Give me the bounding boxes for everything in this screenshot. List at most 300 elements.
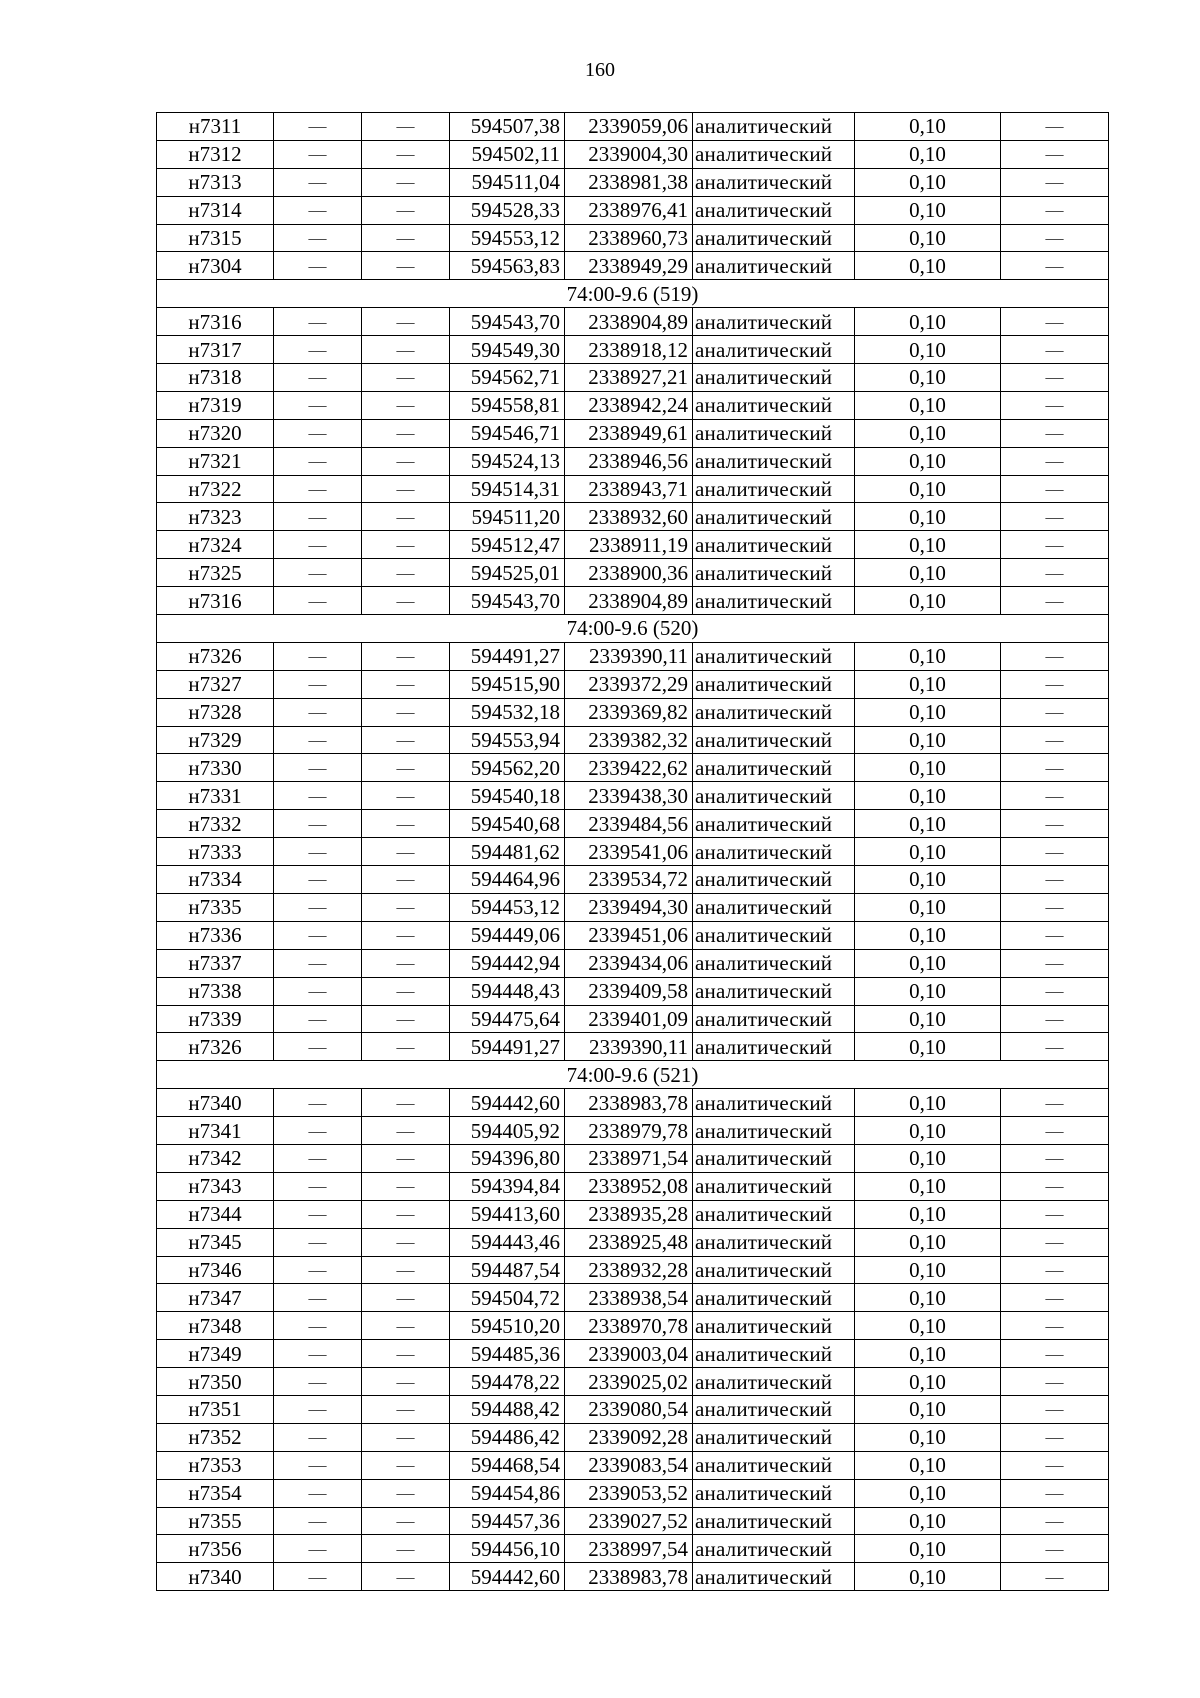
prev-y-cell: — (362, 866, 450, 894)
table-row (157, 196, 1109, 224)
y-coordinate-cell: 2338952,08 (565, 1172, 693, 1200)
prev-y-cell: — (362, 977, 450, 1005)
prev-x-cell: — (274, 977, 362, 1005)
prev-x-cell: — (274, 196, 362, 224)
x-coordinate-cell: 594540,68 (450, 810, 565, 838)
method-cell: аналитический (693, 140, 855, 168)
table-row (157, 252, 1109, 280)
method-cell: аналитический (693, 754, 855, 782)
x-coordinate-cell: 594464,96 (450, 866, 565, 894)
prev-y-cell: — (362, 1144, 450, 1172)
description-cell: — (1001, 252, 1109, 280)
method-cell: аналитический (693, 503, 855, 531)
prev-y-cell: — (362, 587, 450, 615)
table-row (157, 1340, 1109, 1368)
accuracy-cell: 0,10 (855, 1005, 1001, 1033)
y-coordinate-cell: 2338943,71 (565, 475, 693, 503)
prev-y-cell: — (362, 1172, 450, 1200)
y-coordinate-cell: 2338904,89 (565, 587, 693, 615)
prev-x-cell: — (274, 419, 362, 447)
y-coordinate-cell: 2339059,06 (565, 113, 693, 141)
prev-x-cell: — (274, 391, 362, 419)
y-coordinate-cell: 2338911,19 (565, 531, 693, 559)
x-coordinate-cell: 594558,81 (450, 391, 565, 419)
method-cell: аналитический (693, 1451, 855, 1479)
x-coordinate-cell: 594504,72 (450, 1284, 565, 1312)
table-row (157, 977, 1109, 1005)
prev-x-cell: — (274, 224, 362, 252)
description-cell: — (1001, 1256, 1109, 1284)
method-cell: аналитический (693, 252, 855, 280)
method-cell: аналитический (693, 1005, 855, 1033)
y-coordinate-cell: 2338960,73 (565, 224, 693, 252)
table-row (157, 447, 1109, 475)
section-header-row (157, 280, 1109, 308)
x-coordinate-cell: 594449,06 (450, 921, 565, 949)
section-header-row (157, 1061, 1109, 1089)
table-row (157, 810, 1109, 838)
y-coordinate-cell: 2338981,38 (565, 168, 693, 196)
point-name-cell: н7334 (157, 866, 274, 894)
accuracy-cell: 0,10 (855, 949, 1001, 977)
accuracy-cell: 0,10 (855, 1312, 1001, 1340)
point-name-cell: н7347 (157, 1284, 274, 1312)
table-row (157, 754, 1109, 782)
prev-x-cell: — (274, 113, 362, 141)
accuracy-cell: 0,10 (855, 698, 1001, 726)
prev-y-cell: — (362, 1033, 450, 1061)
description-cell: — (1001, 1144, 1109, 1172)
y-coordinate-cell: 2339369,82 (565, 698, 693, 726)
prev-y-cell: — (362, 447, 450, 475)
page-number: 160 (585, 59, 615, 81)
description-cell: — (1001, 336, 1109, 364)
prev-x-cell: — (274, 252, 362, 280)
x-coordinate-cell: 594511,20 (450, 503, 565, 531)
prev-y-cell: — (362, 196, 450, 224)
x-coordinate-cell: 594553,12 (450, 224, 565, 252)
description-cell: — (1001, 1535, 1109, 1563)
method-cell: аналитический (693, 391, 855, 419)
accuracy-cell: 0,10 (855, 726, 1001, 754)
point-name-cell: н7340 (157, 1089, 274, 1117)
x-coordinate-cell: 594487,54 (450, 1256, 565, 1284)
prev-x-cell: — (274, 168, 362, 196)
prev-y-cell: — (362, 224, 450, 252)
accuracy-cell: 0,10 (855, 1563, 1001, 1591)
prev-y-cell: — (362, 1507, 450, 1535)
point-name-cell: н7325 (157, 559, 274, 587)
point-name-cell: н7317 (157, 336, 274, 364)
y-coordinate-cell: 2339372,29 (565, 670, 693, 698)
description-cell: — (1001, 391, 1109, 419)
coordinates-table (156, 112, 1109, 1591)
y-coordinate-cell: 2339390,11 (565, 1033, 693, 1061)
prev-y-cell: — (362, 1368, 450, 1396)
point-name-cell: н7315 (157, 224, 274, 252)
method-cell: аналитический (693, 1200, 855, 1228)
method-cell: аналитический (693, 782, 855, 810)
prev-x-cell: — (274, 1340, 362, 1368)
table-row (157, 1479, 1109, 1507)
accuracy-cell: 0,10 (855, 893, 1001, 921)
prev-x-cell: — (274, 1200, 362, 1228)
prev-x-cell: — (274, 1451, 362, 1479)
x-coordinate-cell: 594549,30 (450, 336, 565, 364)
accuracy-cell: 0,10 (855, 503, 1001, 531)
table-row (157, 308, 1109, 336)
point-name-cell: н7339 (157, 1005, 274, 1033)
prev-x-cell: — (274, 1284, 362, 1312)
prev-y-cell: — (362, 1228, 450, 1256)
description-cell: — (1001, 1089, 1109, 1117)
method-cell: аналитический (693, 1117, 855, 1145)
point-name-cell: н7343 (157, 1172, 274, 1200)
section-heading: 74:00-9.6 (519) (157, 280, 1109, 308)
x-coordinate-cell: 594511,04 (450, 168, 565, 196)
x-coordinate-cell: 594491,27 (450, 642, 565, 670)
point-name-cell: н7321 (157, 447, 274, 475)
table-row (157, 670, 1109, 698)
accuracy-cell: 0,10 (855, 1340, 1001, 1368)
method-cell: аналитический (693, 1033, 855, 1061)
point-name-cell: н7318 (157, 364, 274, 392)
prev-y-cell: — (362, 1563, 450, 1591)
prev-x-cell: — (274, 531, 362, 559)
point-name-cell: н7346 (157, 1256, 274, 1284)
point-name-cell: н7316 (157, 308, 274, 336)
method-cell: аналитический (693, 224, 855, 252)
point-name-cell: н7341 (157, 1117, 274, 1145)
method-cell: аналитический (693, 1535, 855, 1563)
prev-x-cell: — (274, 475, 362, 503)
prev-y-cell: — (362, 642, 450, 670)
prev-x-cell: — (274, 503, 362, 531)
description-cell: — (1001, 921, 1109, 949)
description-cell: — (1001, 1117, 1109, 1145)
prev-y-cell: — (362, 1284, 450, 1312)
x-coordinate-cell: 594514,31 (450, 475, 565, 503)
accuracy-cell: 0,10 (855, 1117, 1001, 1145)
description-cell: — (1001, 1284, 1109, 1312)
description-cell: — (1001, 196, 1109, 224)
description-cell: — (1001, 1507, 1109, 1535)
table-row (157, 1172, 1109, 1200)
prev-y-cell: — (362, 1256, 450, 1284)
description-cell: — (1001, 140, 1109, 168)
prev-y-cell: — (362, 252, 450, 280)
table-row (157, 1033, 1109, 1061)
prev-y-cell: — (362, 475, 450, 503)
table-row (157, 1423, 1109, 1451)
method-cell: аналитический (693, 726, 855, 754)
method-cell: аналитический (693, 810, 855, 838)
point-name-cell: н7331 (157, 782, 274, 810)
table-row (157, 782, 1109, 810)
description-cell: — (1001, 893, 1109, 921)
prev-y-cell: — (362, 1005, 450, 1033)
point-name-cell: н7337 (157, 949, 274, 977)
description-cell: — (1001, 531, 1109, 559)
table-row (157, 140, 1109, 168)
y-coordinate-cell: 2339438,30 (565, 782, 693, 810)
point-name-cell: н7342 (157, 1144, 274, 1172)
x-coordinate-cell: 594468,54 (450, 1451, 565, 1479)
accuracy-cell: 0,10 (855, 113, 1001, 141)
y-coordinate-cell: 2339451,06 (565, 921, 693, 949)
y-coordinate-cell: 2339003,04 (565, 1340, 693, 1368)
y-coordinate-cell: 2339390,11 (565, 642, 693, 670)
section-header-row (157, 615, 1109, 643)
description-cell: — (1001, 1563, 1109, 1591)
prev-y-cell: — (362, 391, 450, 419)
prev-x-cell: — (274, 1089, 362, 1117)
point-name-cell: н7335 (157, 893, 274, 921)
y-coordinate-cell: 2339382,32 (565, 726, 693, 754)
x-coordinate-cell: 594448,43 (450, 977, 565, 1005)
y-coordinate-cell: 2338971,54 (565, 1144, 693, 1172)
table-row (157, 419, 1109, 447)
prev-y-cell: — (362, 1312, 450, 1340)
accuracy-cell: 0,10 (855, 1395, 1001, 1423)
table-row (157, 921, 1109, 949)
accuracy-cell: 0,10 (855, 168, 1001, 196)
method-cell: аналитический (693, 977, 855, 1005)
point-name-cell: н7319 (157, 391, 274, 419)
x-coordinate-cell: 594543,70 (450, 587, 565, 615)
x-coordinate-cell: 594563,83 (450, 252, 565, 280)
accuracy-cell: 0,10 (855, 531, 1001, 559)
method-cell: аналитический (693, 1423, 855, 1451)
method-cell: аналитический (693, 447, 855, 475)
method-cell: аналитический (693, 419, 855, 447)
table-row (157, 336, 1109, 364)
y-coordinate-cell: 2338927,21 (565, 364, 693, 392)
accuracy-cell: 0,10 (855, 336, 1001, 364)
prev-x-cell: — (274, 838, 362, 866)
method-cell: аналитический (693, 168, 855, 196)
accuracy-cell: 0,10 (855, 1228, 1001, 1256)
x-coordinate-cell: 594456,10 (450, 1535, 565, 1563)
description-cell: — (1001, 1005, 1109, 1033)
table-row (157, 1395, 1109, 1423)
accuracy-cell: 0,10 (855, 1423, 1001, 1451)
point-name-cell: н7326 (157, 1033, 274, 1061)
x-coordinate-cell: 594528,33 (450, 196, 565, 224)
table-row (157, 1563, 1109, 1591)
method-cell: аналитический (693, 1228, 855, 1256)
description-cell: — (1001, 1368, 1109, 1396)
y-coordinate-cell: 2339027,52 (565, 1507, 693, 1535)
y-coordinate-cell: 2338983,78 (565, 1563, 693, 1591)
method-cell: аналитический (693, 1395, 855, 1423)
prev-y-cell: — (362, 1117, 450, 1145)
point-name-cell: н7312 (157, 140, 274, 168)
y-coordinate-cell: 2338925,48 (565, 1228, 693, 1256)
description-cell: — (1001, 670, 1109, 698)
accuracy-cell: 0,10 (855, 364, 1001, 392)
description-cell: — (1001, 726, 1109, 754)
prev-y-cell: — (362, 782, 450, 810)
prev-x-cell: — (274, 642, 362, 670)
method-cell: аналитический (693, 559, 855, 587)
x-coordinate-cell: 594532,18 (450, 698, 565, 726)
accuracy-cell: 0,10 (855, 559, 1001, 587)
point-name-cell: н7323 (157, 503, 274, 531)
method-cell: аналитический (693, 1284, 855, 1312)
y-coordinate-cell: 2338949,29 (565, 252, 693, 280)
method-cell: аналитический (693, 838, 855, 866)
prev-y-cell: — (362, 1395, 450, 1423)
table-row (157, 475, 1109, 503)
table-row (157, 1368, 1109, 1396)
table-row (157, 698, 1109, 726)
method-cell: аналитический (693, 866, 855, 894)
point-name-cell: н7314 (157, 196, 274, 224)
table-row (157, 168, 1109, 196)
accuracy-cell: 0,10 (855, 475, 1001, 503)
prev-x-cell: — (274, 810, 362, 838)
prev-y-cell: — (362, 1423, 450, 1451)
table-row (157, 866, 1109, 894)
table-row (157, 1284, 1109, 1312)
prev-y-cell: — (362, 1089, 450, 1117)
prev-x-cell: — (274, 893, 362, 921)
point-name-cell: н7322 (157, 475, 274, 503)
y-coordinate-cell: 2338976,41 (565, 196, 693, 224)
accuracy-cell: 0,10 (855, 1172, 1001, 1200)
prev-x-cell: — (274, 308, 362, 336)
y-coordinate-cell: 2338932,28 (565, 1256, 693, 1284)
prev-x-cell: — (274, 698, 362, 726)
x-coordinate-cell: 594525,01 (450, 559, 565, 587)
table-row (157, 113, 1109, 141)
prev-y-cell: — (362, 1451, 450, 1479)
accuracy-cell: 0,10 (855, 921, 1001, 949)
y-coordinate-cell: 2339409,58 (565, 977, 693, 1005)
prev-x-cell: — (274, 587, 362, 615)
description-cell: — (1001, 866, 1109, 894)
table-row (157, 1507, 1109, 1535)
prev-x-cell: — (274, 949, 362, 977)
description-cell: — (1001, 754, 1109, 782)
section-heading: 74:00-9.6 (521) (157, 1061, 1109, 1089)
x-coordinate-cell: 594485,36 (450, 1340, 565, 1368)
point-name-cell: н7349 (157, 1340, 274, 1368)
point-name-cell: н7328 (157, 698, 274, 726)
table-body (157, 113, 1109, 1591)
description-cell: — (1001, 364, 1109, 392)
method-cell: аналитический (693, 1340, 855, 1368)
accuracy-cell: 0,10 (855, 1507, 1001, 1535)
point-name-cell: н7344 (157, 1200, 274, 1228)
point-name-cell: н7333 (157, 838, 274, 866)
y-coordinate-cell: 2339534,72 (565, 866, 693, 894)
accuracy-cell: 0,10 (855, 977, 1001, 1005)
accuracy-cell: 0,10 (855, 587, 1001, 615)
prev-x-cell: — (274, 1368, 362, 1396)
method-cell: аналитический (693, 1312, 855, 1340)
prev-x-cell: — (274, 1172, 362, 1200)
point-name-cell: н7350 (157, 1368, 274, 1396)
method-cell: аналитический (693, 531, 855, 559)
table-row (157, 1200, 1109, 1228)
x-coordinate-cell: 594488,42 (450, 1395, 565, 1423)
x-coordinate-cell: 594442,60 (450, 1563, 565, 1591)
prev-y-cell: — (362, 503, 450, 531)
description-cell: — (1001, 1200, 1109, 1228)
method-cell: аналитический (693, 364, 855, 392)
description-cell: — (1001, 949, 1109, 977)
x-coordinate-cell: 594442,94 (450, 949, 565, 977)
x-coordinate-cell: 594481,62 (450, 838, 565, 866)
prev-x-cell: — (274, 1563, 362, 1591)
description-cell: — (1001, 838, 1109, 866)
y-coordinate-cell: 2339092,28 (565, 1423, 693, 1451)
method-cell: аналитический (693, 308, 855, 336)
y-coordinate-cell: 2338983,78 (565, 1089, 693, 1117)
prev-x-cell: — (274, 1256, 362, 1284)
accuracy-cell: 0,10 (855, 1089, 1001, 1117)
description-cell: — (1001, 782, 1109, 810)
x-coordinate-cell: 594510,20 (450, 1312, 565, 1340)
x-coordinate-cell: 594486,42 (450, 1423, 565, 1451)
table-row (157, 1312, 1109, 1340)
accuracy-cell: 0,10 (855, 391, 1001, 419)
point-name-cell: н7354 (157, 1479, 274, 1507)
point-name-cell: н7332 (157, 810, 274, 838)
description-cell: — (1001, 224, 1109, 252)
description-cell: — (1001, 113, 1109, 141)
prev-x-cell: — (274, 1507, 362, 1535)
accuracy-cell: 0,10 (855, 866, 1001, 894)
accuracy-cell: 0,10 (855, 224, 1001, 252)
x-coordinate-cell: 594475,64 (450, 1005, 565, 1033)
prev-y-cell: — (362, 531, 450, 559)
method-cell: аналитический (693, 1144, 855, 1172)
y-coordinate-cell: 2339004,30 (565, 140, 693, 168)
prev-x-cell: — (274, 670, 362, 698)
point-name-cell: н7355 (157, 1507, 274, 1535)
prev-y-cell: — (362, 949, 450, 977)
table-row (157, 224, 1109, 252)
prev-x-cell: — (274, 1033, 362, 1061)
method-cell: аналитический (693, 587, 855, 615)
y-coordinate-cell: 2339422,62 (565, 754, 693, 782)
prev-y-cell: — (362, 168, 450, 196)
accuracy-cell: 0,10 (855, 1033, 1001, 1061)
point-name-cell: н7345 (157, 1228, 274, 1256)
prev-x-cell: — (274, 782, 362, 810)
x-coordinate-cell: 594394,84 (450, 1172, 565, 1200)
accuracy-cell: 0,10 (855, 252, 1001, 280)
description-cell: — (1001, 1033, 1109, 1061)
description-cell: — (1001, 1340, 1109, 1368)
prev-y-cell: — (362, 810, 450, 838)
prev-x-cell: — (274, 447, 362, 475)
prev-x-cell: — (274, 1144, 362, 1172)
x-coordinate-cell: 594443,46 (450, 1228, 565, 1256)
y-coordinate-cell: 2338935,28 (565, 1200, 693, 1228)
y-coordinate-cell: 2339434,06 (565, 949, 693, 977)
point-name-cell: н7336 (157, 921, 274, 949)
accuracy-cell: 0,10 (855, 447, 1001, 475)
point-name-cell: н7316 (157, 587, 274, 615)
point-name-cell: н7351 (157, 1395, 274, 1423)
point-name-cell: н7352 (157, 1423, 274, 1451)
method-cell: аналитический (693, 1507, 855, 1535)
x-coordinate-cell: 594553,94 (450, 726, 565, 754)
